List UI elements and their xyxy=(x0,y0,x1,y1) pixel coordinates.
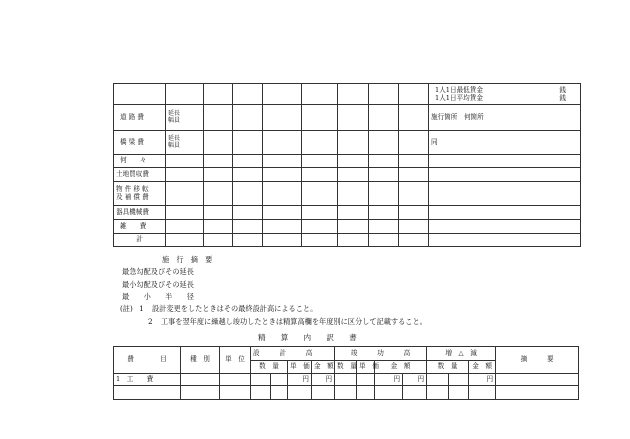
row-sublabels xyxy=(166,131,204,155)
sublabel-length: 延長 xyxy=(168,134,181,142)
row-remark: 施行箇所 何箇所 xyxy=(429,105,581,131)
summary-item: 最小勾配及びその延長 xyxy=(122,280,194,289)
summary-item: 最 小 半 径 xyxy=(122,292,194,301)
table-row xyxy=(114,386,579,400)
wage-min-label: 1人1日最低賃金 xyxy=(435,85,483,94)
table-row xyxy=(114,155,581,168)
subheader-amount: 金 額 xyxy=(469,361,496,374)
cost-summary-table xyxy=(113,83,581,247)
row-label: 橋 梁 費 xyxy=(114,131,166,155)
header-completed-amount: 竣 功 高 xyxy=(335,347,427,361)
sublabel-width: 幅員 xyxy=(168,116,181,124)
summary-item: 最急勾配及びその延長 xyxy=(122,267,194,276)
header-design-amount: 設 計 高 xyxy=(251,347,335,361)
table-row xyxy=(114,220,581,234)
note-text: 設計変更をしたときはその最終設計高によること。 xyxy=(151,304,318,313)
wage-avg-label: 1人1日平均賃金 xyxy=(435,94,483,102)
header-item: 費 目 xyxy=(114,347,181,374)
row-remark: 同 xyxy=(429,131,581,155)
currency-unit: 円 xyxy=(403,374,427,386)
row-label: 道 路 費 xyxy=(114,105,166,131)
subheader-qty: 数 量 xyxy=(335,361,357,374)
row-label: 計 xyxy=(114,234,166,247)
subheader-unit-price: 単 価 xyxy=(288,361,312,374)
subheader-qty: 数 量 xyxy=(427,361,469,374)
subheader-amount: 金 額 xyxy=(375,361,427,374)
row-label: 器具機械費 xyxy=(114,206,166,220)
sublabel-width: 幅員 xyxy=(168,141,181,149)
row-label: 雑 費 xyxy=(114,220,166,234)
settlement-table xyxy=(113,346,579,400)
table-row xyxy=(114,168,581,182)
table-row xyxy=(114,182,581,206)
table-row xyxy=(114,131,581,155)
note-text: 工事を翌年度に繰越し竣功したときは精算高欄を年度別に区分して記載すること。 xyxy=(160,317,427,326)
subheader-qty: 数 量 xyxy=(251,361,288,374)
subheader-unit-price: 単 価 xyxy=(357,361,375,374)
wage-min-unit: 銭 xyxy=(559,85,566,94)
row-label xyxy=(114,182,166,206)
note-number: 2 xyxy=(148,317,153,326)
row-label: 土地買収費 xyxy=(114,168,166,182)
currency-unit: 円 xyxy=(288,374,312,386)
row-label-line1: 物 件 移 転 xyxy=(116,184,149,193)
settlement-title: 精 算 内 訳 書 xyxy=(258,333,357,342)
table-row xyxy=(114,234,581,247)
table-row xyxy=(114,206,581,220)
subheader-amount: 金 額 xyxy=(312,361,335,374)
currency-unit: 円 xyxy=(469,374,496,386)
header-row xyxy=(114,347,579,361)
header-type: 種 別 xyxy=(181,347,220,374)
wage-row xyxy=(114,84,581,105)
note-1 xyxy=(120,305,317,312)
wage-cell xyxy=(429,84,581,105)
header-change: 増 △ 減 xyxy=(427,347,496,361)
construction-summary-title: 施 行 摘 要 xyxy=(162,255,213,264)
table-row xyxy=(114,105,581,131)
sublabel-length: 延長 xyxy=(168,109,181,117)
note-prefix: (註) xyxy=(120,304,133,313)
note-2 xyxy=(148,318,427,325)
currency-unit: 円 xyxy=(312,374,335,386)
header-remarks: 摘 要 xyxy=(496,347,579,374)
note-number: 1 xyxy=(139,304,144,313)
row-label-line2: 及 補 償 費 xyxy=(116,192,149,201)
table-row xyxy=(114,374,579,386)
row-label: 1 工 費 xyxy=(114,374,181,386)
row-sublabels xyxy=(166,105,204,131)
row-label: 何 々 xyxy=(114,155,166,168)
header-unit: 単 位 xyxy=(220,347,251,374)
wage-avg-unit: 銭 xyxy=(559,94,566,102)
currency-unit: 円 xyxy=(375,374,403,386)
